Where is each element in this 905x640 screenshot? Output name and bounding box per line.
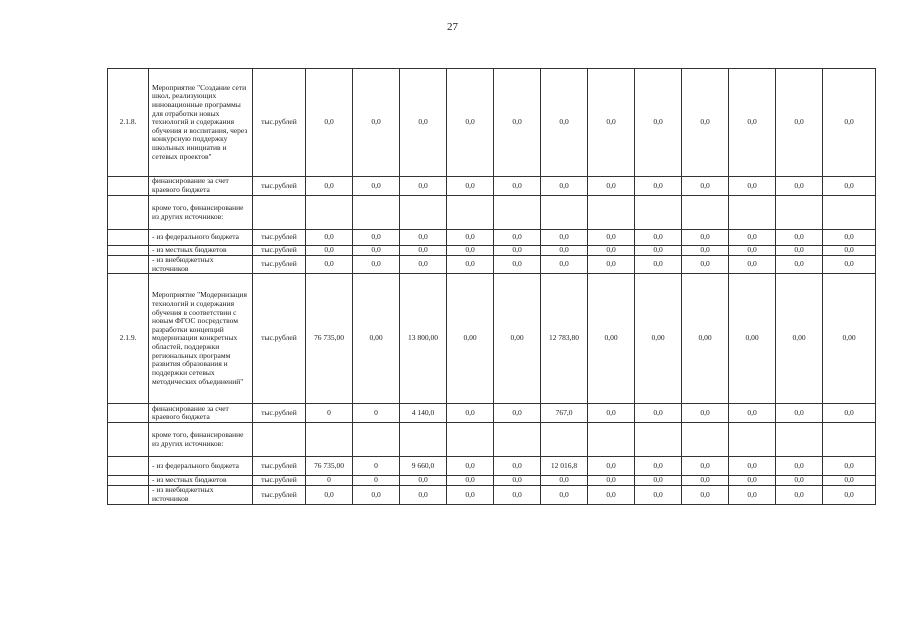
value-cell: 0,0 (494, 404, 541, 423)
value-cell: 0,0 (823, 246, 876, 256)
row-code (108, 486, 149, 504)
value-cell: 0,0 (823, 256, 876, 274)
value-cell: 0,00 (776, 274, 823, 404)
value-cell: 0,0 (776, 246, 823, 256)
row-code (108, 196, 149, 230)
table-row-other-sources-row (108, 423, 876, 457)
value-cell: 0,0 (447, 69, 494, 177)
row-name: - из федерального бюджета (149, 457, 253, 476)
value-cell (729, 423, 776, 457)
value-cell: 0,0 (823, 69, 876, 177)
row-name: Мероприятие "Создание сети школ, реализующих инновационные программы для отработки новых технологий и содержания обучения и воспитания, через конкурсную поддержку школьных инициатив и сетевых проектов" (149, 69, 253, 177)
value-cell: 0,0 (494, 230, 541, 246)
value-cell (588, 423, 635, 457)
value-cell: 0,0 (823, 457, 876, 476)
row-unit: тыс.рублей (253, 69, 306, 177)
page-number: 27 (447, 21, 458, 33)
value-cell: 0,0 (635, 404, 682, 423)
row-unit: тыс.рублей (253, 486, 306, 504)
value-cell: 0,0 (400, 476, 447, 486)
value-cell: 0,0 (541, 256, 588, 274)
value-cell: 0,0 (823, 476, 876, 486)
value-cell: 0,0 (353, 256, 400, 274)
value-cell: 0 (306, 404, 353, 423)
value-cell: 0,0 (400, 177, 447, 196)
value-cell (306, 196, 353, 230)
table-row-regional-budget-row (108, 404, 876, 423)
value-cell (823, 196, 876, 230)
value-cell: 0,0 (447, 246, 494, 256)
value-cell: 0,00 (729, 274, 776, 404)
value-cell (353, 423, 400, 457)
table-row-main-row (108, 69, 876, 177)
row-name: - из местных бюджетов (149, 476, 253, 486)
value-cell: 0,0 (635, 256, 682, 274)
value-cell: 0,0 (682, 256, 729, 274)
row-name: - из внебюджетных источников (149, 486, 253, 504)
table-row-main-row (108, 274, 876, 404)
table-row-extrabudgetary-row (108, 256, 876, 274)
value-cell (494, 423, 541, 457)
value-cell: 0,0 (400, 69, 447, 177)
value-cell: 0,0 (729, 246, 776, 256)
value-cell: 0,0 (541, 486, 588, 504)
value-cell: 0,0 (823, 230, 876, 246)
value-cell: 0,0 (776, 69, 823, 177)
value-cell: 0,0 (588, 69, 635, 177)
value-cell: 0,0 (682, 230, 729, 246)
table-row-regional-budget-row (108, 177, 876, 196)
row-unit: тыс.рублей (253, 274, 306, 404)
value-cell: 0,0 (353, 230, 400, 246)
value-cell: 0,0 (306, 486, 353, 504)
row-code: 2.1.9. (108, 274, 149, 404)
value-cell (729, 196, 776, 230)
row-name: финансирование за счет краевого бюджета (149, 404, 253, 423)
value-cell: 0,0 (306, 230, 353, 246)
value-cell: 0,0 (447, 476, 494, 486)
row-code (108, 246, 149, 256)
value-cell: 0,0 (823, 177, 876, 196)
value-cell: 0,0 (400, 246, 447, 256)
value-cell: 0,0 (682, 457, 729, 476)
value-cell: 0,0 (588, 256, 635, 274)
value-cell: 0,0 (588, 177, 635, 196)
value-cell: 0,0 (541, 69, 588, 177)
value-cell: 0,0 (682, 404, 729, 423)
row-unit: тыс.рублей (253, 256, 306, 274)
value-cell: 0,0 (635, 246, 682, 256)
value-cell: 0,0 (729, 404, 776, 423)
value-cell: 0,0 (729, 486, 776, 504)
value-cell: 76 735,00 (306, 457, 353, 476)
value-cell: 0,0 (729, 177, 776, 196)
table-row-federal-budget-row (108, 230, 876, 246)
value-cell: 0,0 (494, 69, 541, 177)
row-unit: тыс.рублей (253, 246, 306, 256)
value-cell: 0,0 (635, 476, 682, 486)
value-cell: 0,0 (541, 476, 588, 486)
row-name: - из федерального бюджета (149, 230, 253, 246)
value-cell: 0,00 (682, 274, 729, 404)
value-cell: 0,0 (447, 256, 494, 274)
row-unit (253, 423, 306, 457)
value-cell: 0 (353, 476, 400, 486)
value-cell: 0,0 (823, 486, 876, 504)
row-unit: тыс.рублей (253, 457, 306, 476)
value-cell: 0,0 (635, 230, 682, 246)
value-cell (635, 196, 682, 230)
value-cell: 0,0 (353, 177, 400, 196)
row-name: - из местных бюджетов (149, 246, 253, 256)
value-cell: 0,0 (682, 476, 729, 486)
value-cell: 0,0 (400, 486, 447, 504)
value-cell: 0,00 (635, 274, 682, 404)
value-cell: 12 016,8 (541, 457, 588, 476)
value-cell: 0 (353, 457, 400, 476)
value-cell: 0,0 (494, 486, 541, 504)
row-name: Мероприятие "Модернизация технологий и содержания обучения в соответствии с новым ФГОС посредством разработки концепций модернизации конкретных областей, поддержки региональных программ развития образования и поддержки сетевых методических объединений" (149, 274, 253, 404)
value-cell: 0,0 (776, 256, 823, 274)
value-cell: 0,0 (447, 177, 494, 196)
value-cell: 0,0 (447, 404, 494, 423)
value-cell: 0,0 (588, 404, 635, 423)
value-cell: 0,00 (447, 274, 494, 404)
table-row-local-budget-row (108, 476, 876, 486)
value-cell (400, 423, 447, 457)
value-cell: 0,0 (635, 457, 682, 476)
value-cell: 0,0 (400, 256, 447, 274)
value-cell (682, 423, 729, 457)
value-cell: 13 800,00 (400, 274, 447, 404)
row-unit: тыс.рублей (253, 177, 306, 196)
value-cell: 0,0 (682, 177, 729, 196)
row-name: - из внебюджетных источников (149, 256, 253, 274)
value-cell: 0,0 (306, 177, 353, 196)
value-cell (588, 196, 635, 230)
row-name: кроме того, финансирование из других источников: (149, 423, 253, 457)
value-cell: 0,0 (494, 177, 541, 196)
value-cell: 0,0 (776, 476, 823, 486)
value-cell: 0,0 (541, 246, 588, 256)
value-cell: 0,0 (353, 246, 400, 256)
table-row-extrabudgetary-row (108, 486, 876, 504)
row-unit: тыс.рублей (253, 476, 306, 486)
value-cell: 0,0 (588, 230, 635, 246)
value-cell: 0,0 (306, 69, 353, 177)
value-cell: 0,0 (541, 230, 588, 246)
value-cell: 0,0 (400, 230, 447, 246)
value-cell: 0,0 (635, 69, 682, 177)
value-cell: 0,0 (776, 230, 823, 246)
row-code (108, 177, 149, 196)
value-cell (776, 196, 823, 230)
value-cell (447, 423, 494, 457)
value-cell: 0,0 (776, 177, 823, 196)
value-cell: 0,0 (447, 230, 494, 246)
value-cell: 0,00 (823, 274, 876, 404)
value-cell: 0,0 (776, 404, 823, 423)
value-cell: 0,0 (494, 476, 541, 486)
value-cell: 0,0 (635, 486, 682, 504)
row-code (108, 256, 149, 274)
value-cell: 0,0 (494, 256, 541, 274)
value-cell: 0,0 (447, 457, 494, 476)
value-cell: 0,0 (588, 486, 635, 504)
budget-table (107, 68, 876, 505)
value-cell: 767,0 (541, 404, 588, 423)
row-code: 2.1.8. (108, 69, 149, 177)
value-cell (494, 196, 541, 230)
value-cell: 0,0 (823, 404, 876, 423)
row-code (108, 230, 149, 246)
value-cell: 76 735,00 (306, 274, 353, 404)
table-row-federal-budget-row (108, 457, 876, 476)
value-cell (400, 196, 447, 230)
value-cell: 0,0 (729, 69, 776, 177)
value-cell: 0,0 (588, 246, 635, 256)
value-cell (353, 196, 400, 230)
value-cell: 0,0 (588, 457, 635, 476)
value-cell: 0,0 (541, 177, 588, 196)
value-cell: 0,0 (447, 486, 494, 504)
value-cell (447, 196, 494, 230)
value-cell: 0,0 (494, 457, 541, 476)
row-code (108, 423, 149, 457)
value-cell: 0,00 (588, 274, 635, 404)
row-code (108, 457, 149, 476)
value-cell: 0 (353, 404, 400, 423)
value-cell: 0,0 (776, 457, 823, 476)
value-cell: 12 783,80 (541, 274, 588, 404)
value-cell: 0,0 (353, 69, 400, 177)
value-cell (306, 423, 353, 457)
value-cell: 0,0 (729, 230, 776, 246)
value-cell (541, 423, 588, 457)
value-cell: 0,0 (682, 486, 729, 504)
value-cell: 0 (306, 476, 353, 486)
value-cell: 0,00 (494, 274, 541, 404)
value-cell: 0,0 (635, 177, 682, 196)
value-cell (635, 423, 682, 457)
row-unit: тыс.рублей (253, 230, 306, 246)
value-cell: 0,0 (729, 457, 776, 476)
value-cell: 0,0 (494, 246, 541, 256)
value-cell: 0,0 (682, 246, 729, 256)
table-row-other-sources-row (108, 196, 876, 230)
value-cell: 4 140,0 (400, 404, 447, 423)
value-cell (541, 196, 588, 230)
value-cell (682, 196, 729, 230)
value-cell: 0,0 (776, 486, 823, 504)
value-cell: 0,0 (353, 486, 400, 504)
row-unit (253, 196, 306, 230)
value-cell: 0,0 (729, 476, 776, 486)
row-unit: тыс.рублей (253, 404, 306, 423)
value-cell: 0,0 (682, 69, 729, 177)
row-code (108, 404, 149, 423)
row-name: финансирование за счет краевого бюджета (149, 177, 253, 196)
value-cell: 9 660,0 (400, 457, 447, 476)
table-row-local-budget-row (108, 246, 876, 256)
value-cell: 0,0 (729, 256, 776, 274)
value-cell: 0,0 (306, 246, 353, 256)
value-cell (776, 423, 823, 457)
value-cell: 0,00 (353, 274, 400, 404)
value-cell (823, 423, 876, 457)
value-cell: 0,0 (588, 476, 635, 486)
value-cell: 0,0 (306, 256, 353, 274)
row-name: кроме того, финансирование из других источников: (149, 196, 253, 230)
row-code (108, 476, 149, 486)
